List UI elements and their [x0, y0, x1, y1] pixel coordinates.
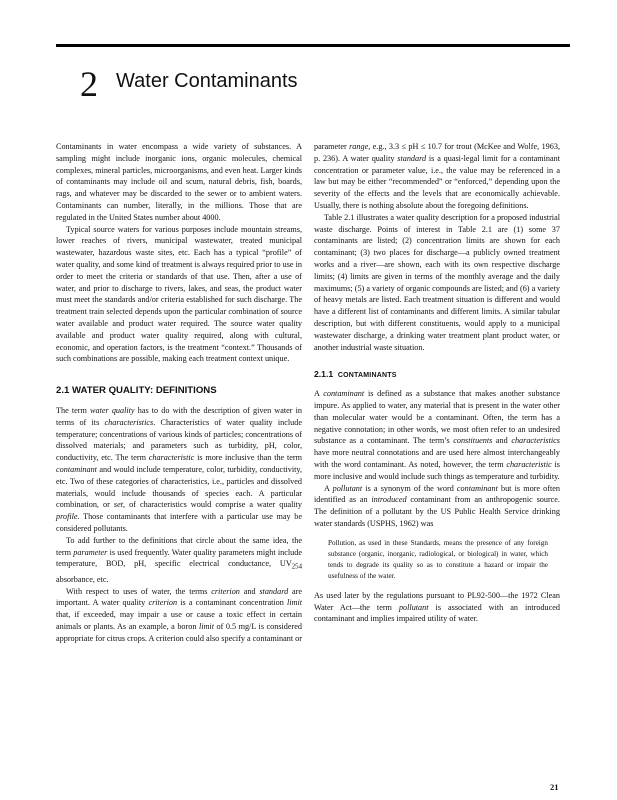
block-quote: Pollution, as used in these Standards, means the presence of any foreign substance (organic, inorganic, radiological, or biological) in water, which tends to degrade its quality so as to constitute a hazard or impair the usefulness of the water.	[328, 538, 548, 580]
chapter-number: 2	[80, 64, 98, 104]
paragraph: Contaminants in water encompass a wide variety of substances. A sampling might include inorganic ions, organic molecules, chemical complexes, mineral particles, microorganisms, and even heat. Larger kinds of contaminants may include oil and scum, natural debris, fish, boards, rags, and whatever may be discarded to the sewer or to ambient waters. Contaminants can number, literally, in the millions. Those that are regulated in the United States number about 4000.	[56, 142, 302, 222]
right-column	[314, 141, 560, 625]
chapter-title: Water Contaminants	[116, 70, 298, 92]
chapter-top-rule	[56, 44, 570, 47]
left-column	[56, 141, 302, 645]
section-heading: 2.1 WATER QUALITY: DEFINITIONS	[56, 385, 217, 397]
subsection-heading: 2.1.1 CONTAMINANTS	[314, 369, 397, 380]
paragraph: A pollutant is a synonym of the word contaminant but is more often identified as an introduced contaminant from an anthropogenic source. The definition of a pollutant by the US Public Health Service drinking water standards (USPHS, 1962) was	[314, 483, 560, 528]
paragraph: With respect to uses of water, the terms criterion and standard are important. A water quality criterion is a contaminant concentration limit that, if exceeded, may impair a use or cause a toxic effect in certain animals or plants. As an example, a boron limit of 0.5 mg/L is considered appropriate for citrus crops. A criterion could also specify a contaminant or	[56, 586, 303, 643]
paragraph: The term water quality has to do with the description of given water in terms of its characteristics. Characteristics of water quality include temperature; concentrations of various kinds of particles; concentrations of dissolved materials; and parameters such as turbidity, pH, color, conductivity, etc. The term characteristic is more inclusive than the term contaminant and would include temperature, color, turbidity, conductivity, etc. Two of these categories of characteristics, i.e., particles and dissolved materials, would include thousands of species each. A particular combination, or set, of characteristics would comprise a water quality profile. Those contaminants that interfere with a particular use may be considered pollutants.	[56, 405, 303, 533]
paragraph: Table 2.1 illustrates a water quality description for a proposed industrial waste discharge. Points of interest in Table 2.1 are (1) some 37 contaminants are listed; (2) concentration limits are shown for each contaminant; (3) two places for discharge—a publicly owned treatment works and a river—are shown, each with its own respective discharge limits; (4) limits are given in terms of the monthly average and the daily maximums; (5) a variety of organic compounds are listed; and (6) a variety of heavy metals are listed. Each treatment situation is different and would have a different list of contaminants and different limits. A similar tabular description, but with different constituents, would apply to a municipal wastewater discharge, a drinking water treatment plant product water, or another industrial waste situation.	[314, 212, 560, 352]
paragraph: To add further to the definitions that circle about the same idea, the term parameter is used frequently. Water quality parameters might include temperature, BOD, pH, specific electrical conductance, $UV_{254}$ absorbance, etc.	[56, 535, 302, 584]
page-number: 21	[550, 782, 559, 792]
paragraph: A contaminant is defined as a substance that makes another substance impure. As applied to water, any material that is present in the water other than molecular water would be a contaminant. Often, the term has a negative connotation; in other words, we most often refer to an undesired substance as a contaminant. The term’s constituents and characteristics have more neutral connotations and are used here almost interchangeably with the word contaminant. As noted, however, the term characteristic is more inclusive and would include such things as temperature and turbidity.	[314, 389, 560, 481]
paragraph: As used later by the regulations pursuant to PL92-500—the 1972 Clean Water Act—the term pollutant is associated with an introduced contaminant and implies impaired utility of water.	[314, 590, 561, 624]
paragraph: parameter range, e.g., 3.3 ≤ pH ≤ 10.7 for trout (McKee and Wolfe, 1963, p. 236). A water quality standard is a quasi-legal limit for a contaminant concentration or parameter value, i.e., the value may be referenced in a law but may be either “recommended” or “enforced,” depending upon the severity of the effects and the levels that are economically achievable. Usually, there is nothing absolute about the foregoing definitions.	[314, 142, 560, 210]
paragraph: Typical source waters for various purposes include mountain streams, lower reaches of rivers, municipal wastewater, treated municipal wastewater, hazardous waste sites, etc. Each has a typical “profile” of water quality, and some kind of treatment is always required prior to use in order to meet the criteria or standards of that use. Then, after a use of water, and prior to discharge to rivers, lakes, and seas, the product water must meet the standards and/or criteria established for such discharge. The treatment train selected depends upon the particular combination of source water available and product water required. The source water quality available and product water quality required, along with cultural, economic, and operation factors, is the treatment “context.” Thousands of such combinations are possible, making each treatment context unique.	[56, 224, 302, 364]
